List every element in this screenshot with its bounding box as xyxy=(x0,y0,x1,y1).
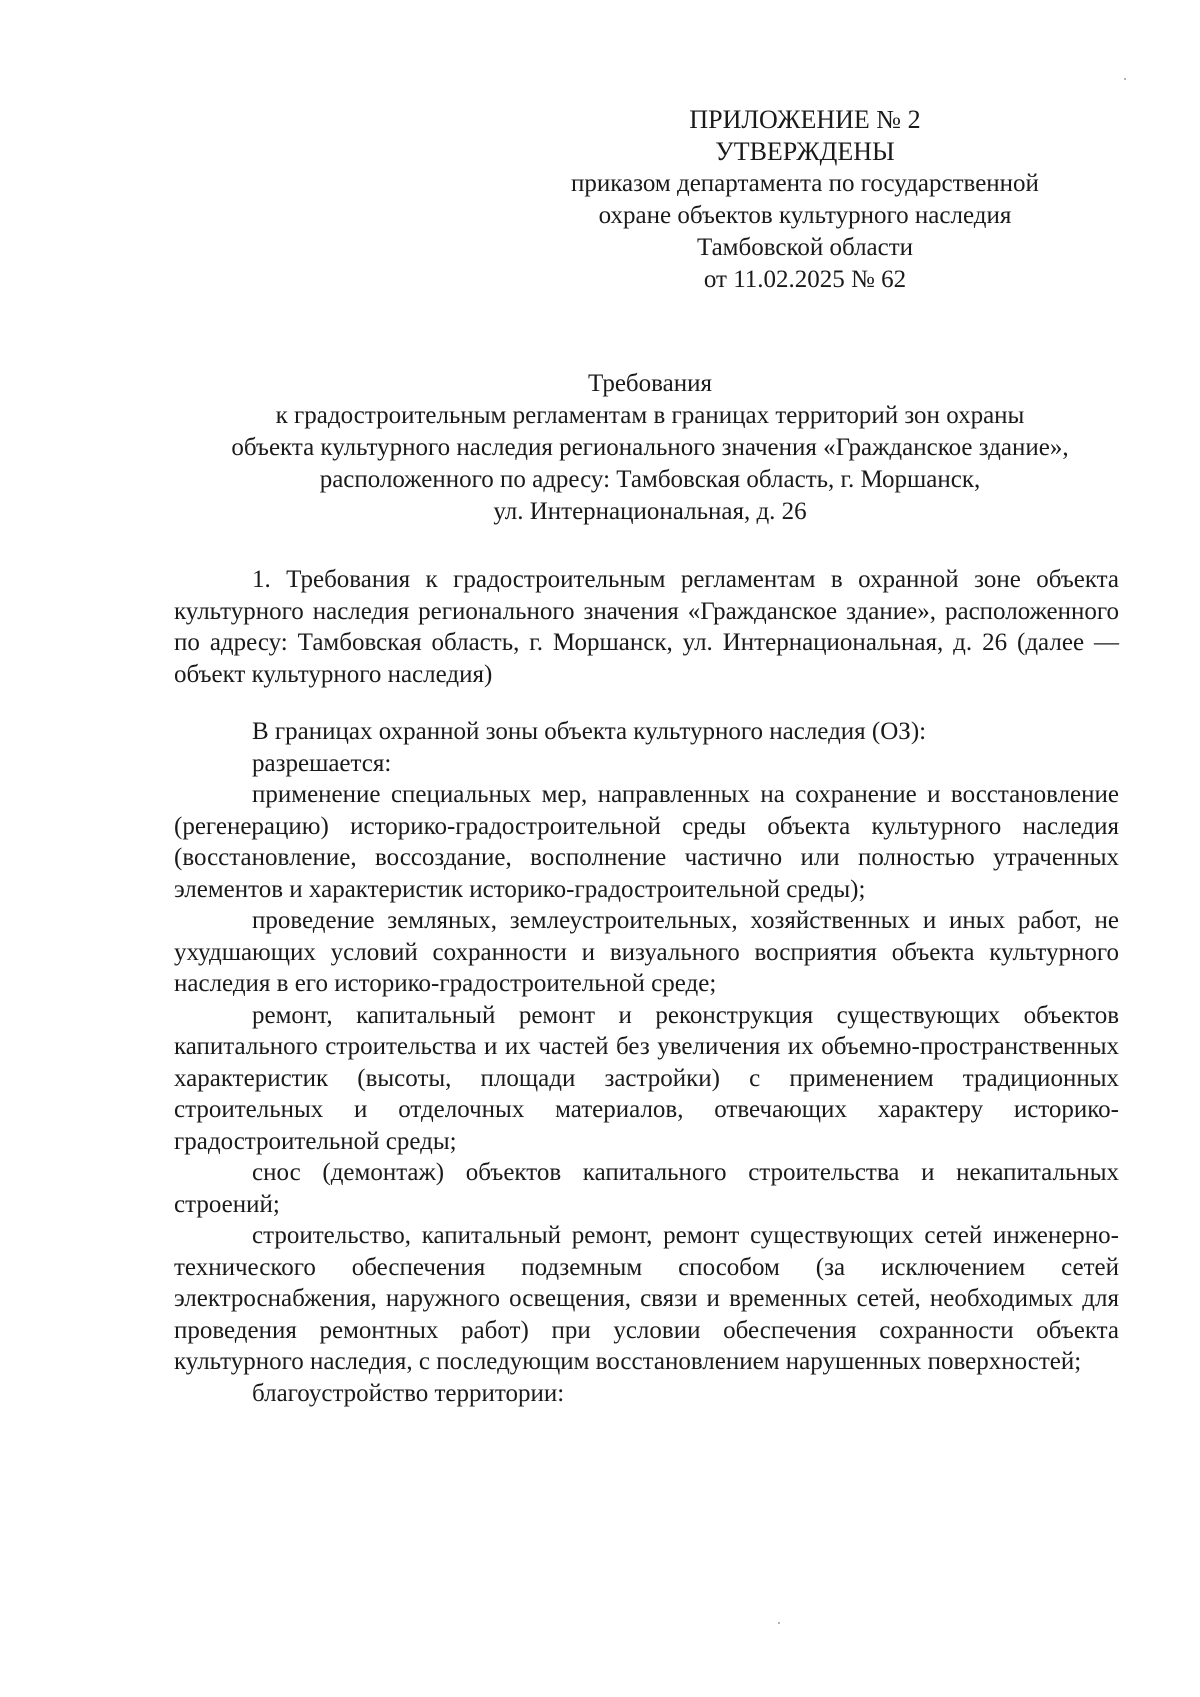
title-line: ул. Интернациональная, д. 26 xyxy=(493,498,807,525)
allowed-label: разрешается: xyxy=(252,749,392,777)
approval-date-line: от 11.02.2025 № 62 xyxy=(703,266,907,293)
list-item: проведение земляных, землеустроительных, хозяйственных и иных работ, не ухудшающих условий сохранности и визуального восприятия объекта культурного наследия в его историко-градостроительной среде; xyxy=(174,907,1119,997)
title-line: расположенного по адресу: Тамбовская область, г. Моршанск, xyxy=(319,466,981,493)
list-item: благоустройство территории: xyxy=(252,1379,565,1407)
list-item: ремонт, капитальный ремонт и реконструкция существующих объектов капитального строительства и их частей без увеличения их объемно-пространственных характеристик (высоты, площади застройки) с применением традиционных строительных и отделочных материалов, отвечающих характеру историко-градостроительной среды; xyxy=(174,1001,1119,1155)
document-body xyxy=(174,564,1119,1409)
approved-label: УТВЕРЖДЕНЫ xyxy=(715,137,895,166)
document-title xyxy=(160,368,1140,528)
approval-order-line: приказом департамента по государственной xyxy=(571,170,1039,197)
approval-block xyxy=(520,104,1090,296)
list-item: строительство, капитальный ремонт, ремонт существующих сетей инженерно-технического обеспечения подземным способом (за исключением сетей электроснабжения, наружного освещения, связи и временных сетей, необходимых для проведения ремонтных работ) при условии обеспечения сохранности объекта культурного наследия, с последующим восстановлением нарушенных поверхностей; xyxy=(174,1222,1119,1375)
title-line: к градостроительным регламентам в границах территорий зон охраны xyxy=(275,402,1025,429)
title-line: объекта культурного наследия регионального значения «Гражданское здание», xyxy=(231,434,1069,461)
approval-region-line: Тамбовской области xyxy=(696,234,914,261)
zone-intro-paragraph: В границах охранной зоны объекта культурного наследия (ОЗ): xyxy=(252,718,927,745)
title-line: Требования xyxy=(588,370,712,397)
approval-department-line: охране объектов культурного наследия xyxy=(598,202,1012,229)
list-item: применение специальных мер, направленных на сохранение и восстановление (регенерацию) историко-градостроительной среды объекта культурного наследия (восстановление, воссоздание, восполнение частично или полностью утраченных элементов и характеристик историко-градостроительной среды); xyxy=(174,781,1119,903)
section-1-paragraph: 1. Требования к градостроительным регламентам в охранной зоне объекта культурного наследия регионального значения «Гражданское здание», расположенного по адресу: Тамбовская область, г. Моршанск, ул. Интернациональная, д. 26 (далее — объект культурного наследия) xyxy=(174,566,1119,688)
list-item: снос (демонтаж) объектов капитального строительства и некапитальных строений; xyxy=(174,1159,1119,1218)
appendix-number: ПРИЛОЖЕНИЕ № 2 xyxy=(689,105,921,134)
scan-speck xyxy=(778,1622,780,1624)
scan-speck xyxy=(1124,78,1126,80)
